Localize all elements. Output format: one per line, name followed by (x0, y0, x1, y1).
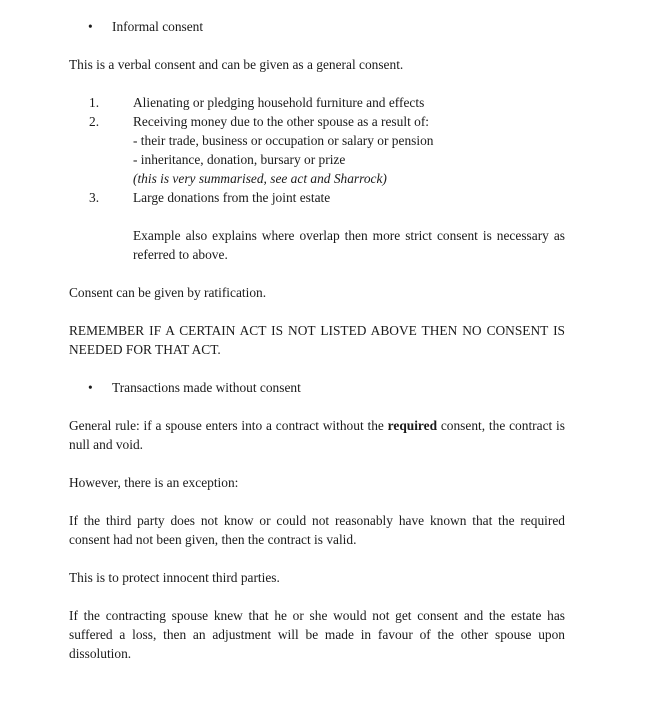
list-number: 3. (89, 190, 100, 205)
list-note: (this is very summarised, see act and Sharrock) (133, 171, 387, 186)
paragraph-third-party: If the third party does not know or could not reasonably have known that the required consent had not been given, then the contract is valid. (69, 513, 565, 547)
paragraph-example: Example also explains where overlap then more strict consent is necessary as referred to above. (133, 228, 565, 262)
bullet-icon: • (88, 380, 93, 395)
paragraph-general-rule (69, 416, 565, 454)
bullet-heading: Informal consent (112, 19, 204, 34)
list-number: 2. (89, 114, 100, 129)
paragraph-exception: However, there is an exception: (69, 475, 239, 490)
bullet-icon: • (88, 19, 93, 34)
list-subitem: - their trade, business or occupation or salary or pension (133, 133, 434, 148)
general-rule-text: General rule: if a spouse enters into a contract without the (69, 418, 388, 433)
list-item-text: Receiving money due to the other spouse as a result of: (133, 114, 430, 129)
bullet-heading: Transactions made without consent (112, 380, 301, 395)
list-number: 1. (89, 95, 100, 110)
general-rule-emphasis: required (387, 418, 438, 433)
paragraph-adjustment: If the contracting spouse knew that he or she would not get consent and the estate has suffered a loss, then an adjustment will be made in favour of the other spouse upon dissolution. (69, 608, 565, 661)
list-item-text: Alienating or pledging household furniture and effects (133, 95, 425, 110)
paragraph-protect: This is to protect innocent third parties. (69, 570, 280, 585)
general-rule-text-end: consent, the contract is null and void. (69, 418, 565, 452)
list-subitem: - inheritance, donation, bursary or prize (133, 152, 346, 167)
list-item-text: Large donations from the joint estate (133, 190, 331, 205)
paragraph-verbal-consent: This is a verbal consent and can be given as a general consent. (69, 57, 404, 72)
paragraph-ratification: Consent can be given by ratification. (69, 285, 267, 300)
paragraph-remember: REMEMBER IF A CERTAIN ACT IS NOT LISTED ABOVE THEN NO CONSENT IS NEEDED FOR THAT ACT. (69, 323, 565, 357)
